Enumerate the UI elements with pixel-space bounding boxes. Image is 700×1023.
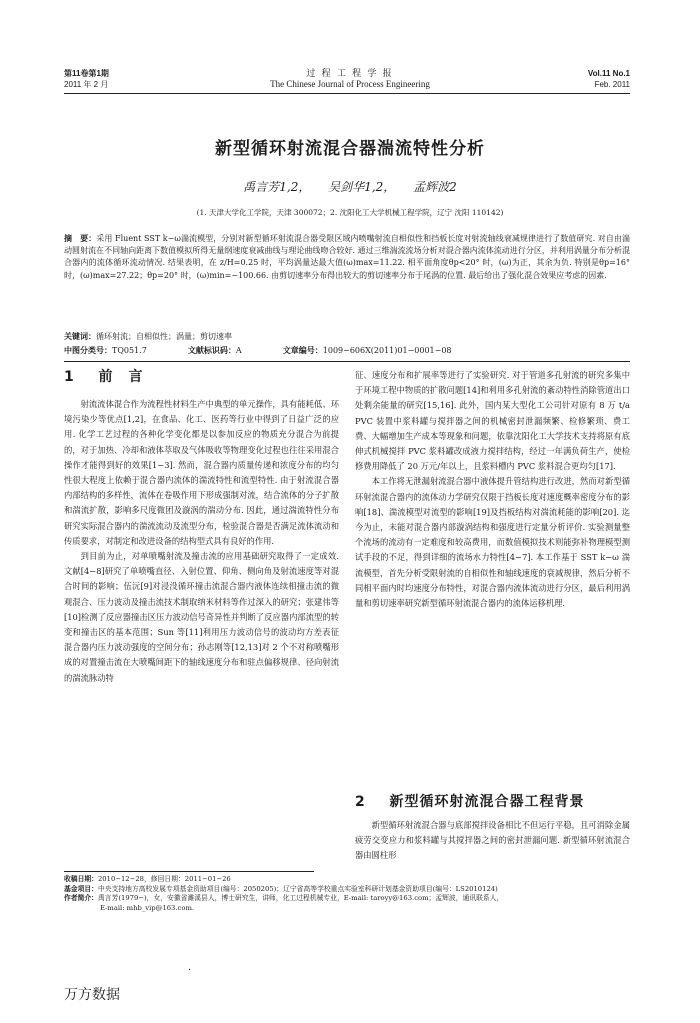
volume-date: Feb. 2011 [594, 80, 630, 89]
author-email: E-mail: mhb_vip@163.com. [100, 903, 195, 912]
header-rule [64, 93, 630, 94]
doc-code-label: 文献标识码： [187, 346, 236, 355]
clc-value: TQ051.7 [112, 346, 147, 355]
paragraph: 本工作将无泄漏射流混合器中液体提升管结构进行改进，然而对新型循环射流混合器内的流体动力学研究仅限于挡板长度对速度概率密度分布的影响[18]、湍流模型对流型的影响[19]及挡板结构对湍流耗能的影响[20]. 迄今为止，未能对混合器内部漩涡结构和强度进行定量分析评价. 实验测量整个流场的流动有一定难度和较高费用，而数值模拟技术则能弥补物理模型测试手段的不足，得到详细的流场水力特性[4−7]. 本工作基于 SST k−ω 湍流模型，首先分析受限射流的自相似性和轴线速度的衰减规律，然后分析不同相平面内时均速度分布特性，对混合器内流体流动进行分区，最后利用涡量和剪切速率研究新型循环射流混合器内的流体运移机理. [355, 476, 630, 609]
issue-info [64, 68, 109, 90]
abstract-label: 摘 要： [64, 234, 97, 243]
section-1-number: 1 [64, 369, 75, 385]
doc-code-value: A [235, 346, 242, 355]
section-1-heading [64, 368, 144, 386]
page-dot: · [188, 965, 192, 976]
keywords [64, 331, 630, 343]
issue-volume: 第11卷第1期 [64, 69, 109, 78]
journal-name-cn: 过 程 工 程 学 报 [306, 68, 394, 78]
clc-label: 中图分类号： [64, 346, 112, 355]
article-number-value: 1009−606X(2011)01−0001−08 [322, 346, 452, 355]
journal-name-en: The Chinese Journal of Process Engineering [270, 79, 430, 89]
fund-label: 基金项目： [64, 884, 98, 893]
received-text: 2010−12−28，修回日期：2011−01−26 [97, 875, 231, 883]
received-note [64, 875, 630, 885]
article-title: 新型循环射流混合器湍流特性分析 [215, 139, 485, 159]
section-2-body [355, 818, 630, 864]
right-column [355, 368, 630, 611]
keywords-text: 循环射流；自相似性；涡量；剪切速率 [96, 332, 232, 341]
received-label: 收稿日期： [64, 875, 98, 883]
section-2-title: 新型循环射流混合器工程背景 [389, 794, 585, 810]
paragraph: 新型循环射流混合器与底部搅拌设备相比不但运行平稳，且可消除金属疲劳交变应力和浆料罐与其搅拌器之间的密封泄漏问题. 新型循环射流混合器由圆柱形 [355, 820, 630, 861]
paragraph: 到目前为止，对单喷嘴射流及撞击流的应用基础研究取得了一定成效. 文献[4−8]研究了单喷嘴直径、入射位置、仰角、侧向角及射流速度等对混合时间的影响；伍沅[9]对浸没循环撞击流混合器内液体连续相撞击流的微观混合、压力波动及撞击流技术制取纳米材料等作过深入的研究；张建伟等[10]检测了反应器撞击区压力波动信号奇异性并判断了反应器内部流型的转变和撞击区的基本范围；Sun 等[11]利用压力波动信号的波动均方差表征混合器内压力波动强度的空间分布；孙志刚等[12,13]对 2 个不对称喷嘴形成的对置撞击流在大喷嘴间距下的轴线速度分布和驻点偏移规律、径向射流的湍流脉动特 [64, 551, 339, 683]
fund-text: 中央支持地方高校发展专项基金资助项目(编号：2050205)；辽宁省高等学校重点实验室科研计划基金资助项目(编号：LS2010124) [97, 884, 498, 893]
author-note [64, 894, 630, 904]
volume-number: Vol.11 No.1 [587, 69, 630, 78]
author-list: 禹言芳1,2， 吴剑华1,2， 孟辉波2 [243, 180, 457, 194]
footnotes [64, 875, 630, 913]
left-column [64, 397, 339, 686]
author-label: 作者简介： [64, 894, 98, 902]
abstract [64, 233, 630, 282]
abstract-rule [64, 361, 630, 362]
keywords-label: 关键词： [64, 332, 96, 341]
classification-line [64, 345, 630, 357]
section-2-number: 2 [355, 794, 366, 810]
fund-note [64, 885, 630, 895]
abstract-text: 采用 Fluent SST k−ω湍流模型，分别对新型循环射流混合器受限区域内喷嘴射流自相似性和挡板长度对射流轴线衰减规律进行了数值研究. 对自由湍动圆射流在不同轴向距离下数值模拟所得无量纲速度衰减曲线与理论曲线吻合较好. 通过三维湍流流场分析对混合器内流体流动进行分区，并利用涡量分布分析混合器内的流体循环流动情况. 结果表明，在 z/H=0.25 时，平均涡量达最大值(ω)max=11.22. 相平面角度θp<20° 时，(ω)为正，其余为负. 特别是θp=16° 时，(ω)max=27.22；θp=20° 时，(ω)min=−100.66. 由剪切速率分布得出较大的剪切速率分布于尾涡的位置. 最后给出了强化混合效果应考虑的因素. [64, 234, 630, 280]
volume-info [540, 68, 630, 90]
issue-date: 2011 年 2 月 [64, 80, 109, 89]
section-2-heading [355, 793, 585, 811]
watermark-text: 万方数据 [64, 987, 120, 1003]
paragraph: 射流流体混合作为流程性材料生产中典型的单元操作，具有能耗低、环境污染少等优点[1,2]，在食品、化工、医药等行业中得到了日益广泛的应用. 化学工艺过程的各种化学变化都是以参加反应的物质充分混合为前提的，对于加热、冷却和液体萃取及气体吸收等物理变化过程也往往采用混合操作才能得到好的效果[1−3]. 然而，混合器内质量传递和浓度分布的均匀性很大程度上依赖于混合器内流体的湍流特性和流型特性. 由于射流混合器内部结构的多样性，流体在卷吸作用下形成强制对流，结合流体的分子扩散和湍流扩散，影响多尺度微团及漩涡的湍动分布. 因此，通过湍流特性分布研究实际混合器内的湍流流动及流型分布，检验混合器是否满足流体流动和传质要求，对制定和改进设备的结构型式具有良好的作用. [64, 399, 339, 546]
section-1-title: 前 言 [98, 369, 144, 385]
paragraph-continued: 征、速度分布和扩展率等进行了实验研究. 对于管道多孔射流的研究多集中于环境工程中物质的扩散问题[14]和利用多孔射流的紊动特性消除管道出口处剩余能量的研究[15,16]. 此外，国内某大型化工公司针对原有 8 万 t/a PVC 装置中浆料罐与搅拌器之间的机械密封泄漏频繁、检修繁琐、费工费、大幅增加生产成本等现象和问题，依靠沈阳化工大学技术支持将原有底伸式机械搅拌 PVC 浆料罐改成液力搅拌结构，经过一年满负荷生产，使检修费用降低了 20 万元/年以上，且浆料槽内 PVC 浆料混合更均匀[17]. [355, 370, 630, 472]
author-text: 禹言芳(1979−)，女，安徽省濉溪县人，博士研究生，讲师，化工过程机械专业，E-mail: taroyy@163.com；孟辉波，通讯联系人， [97, 894, 504, 902]
article-number-label: 文章编号： [282, 346, 323, 355]
footnote-rule [64, 871, 314, 872]
journal-name [200, 68, 500, 90]
affiliation: (1. 天津大学化工学院，天津 300072；2. 沈阳化工大学机械工程学院，辽宁 沈阳 110142) [196, 208, 504, 217]
